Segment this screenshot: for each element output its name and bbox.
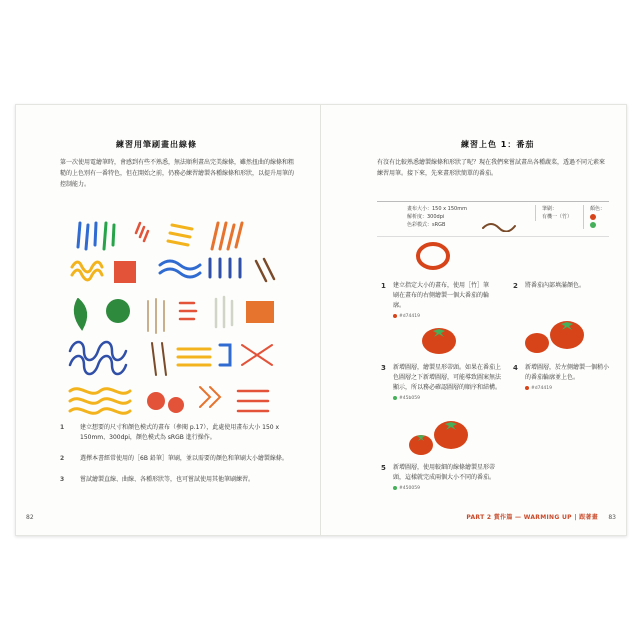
- right-step-3: [381, 363, 501, 404]
- tomato-color-swatch: [590, 214, 596, 220]
- canvas-spec-table: [377, 201, 609, 237]
- running-head: PART 2 賞作篇 — WARMING UP | 跟著畫: [466, 514, 598, 521]
- color-code: #d74419: [393, 312, 491, 322]
- step-text: 嘗試繪製直線、曲線、各種形狀等，也可嘗試使用其他筆刷練習。: [80, 476, 255, 483]
- step-text: 選擇本書經常使用的［6B 鉛筆］筆刷，並以需要的顏色和筆刷大小繪製線條。: [80, 455, 288, 462]
- right-page-title: 練習上色 1：番茄: [461, 140, 535, 149]
- step-text: 建立指定大小的畫布，使用［竹］筆刷在畫布的右側繪製一個大番茄的輪廓。: [393, 282, 490, 309]
- spec-resolution: 解析度：300dpi: [407, 214, 445, 220]
- vertical-stroke-group: [78, 223, 242, 249]
- color-code: #45b059: [393, 394, 501, 404]
- right-intro-paragraph: 有沒有比較熟悉繪製線條和形狀了呢？現在我們來嘗試畫出各種蔬菜，透過不同元素來練習用筆。接下來，先來畫形狀簡單的番茄。: [377, 159, 606, 177]
- step-number: 1: [381, 282, 386, 290]
- step-text: 新增圖層，於左側繪製一個稍小的番茄輪廓並上色。: [525, 364, 610, 381]
- spec-canvas-size: 畫布大小：150 x 150mm: [407, 206, 467, 212]
- zigzag-and-blocks: [72, 259, 274, 283]
- tomato-outline-illustration: [413, 239, 453, 273]
- spec-color-swatches: [590, 213, 609, 229]
- spec-color-label: 顏色：: [590, 206, 606, 212]
- right-page: [321, 105, 626, 535]
- left-step: [60, 475, 294, 485]
- step-text: 將番茄內部填滿顏色。: [525, 282, 586, 289]
- spec-brush-label: 筆刷：: [542, 206, 558, 212]
- step-text: 建立想要的尺寸和顏色模式的畫布（參閱 p.17），此處使用畫布大小 150 x 150mm、300dpi，顏色模式為 sRGB 進行操作。: [80, 424, 280, 441]
- step-number: 2: [513, 282, 518, 290]
- two-tomatoes-illustration-step4: [519, 313, 589, 357]
- step-number: 3: [60, 476, 65, 483]
- left-page: [16, 105, 320, 535]
- tomato-with-stem-illustration: [417, 319, 461, 357]
- page-number-right: 83: [608, 514, 616, 521]
- spec-brush-value: 有機一（竹）: [542, 214, 573, 220]
- color-code: #450059: [393, 484, 501, 494]
- book-spread: [15, 104, 627, 536]
- scribble-strokes: [70, 387, 268, 413]
- step-number: 1: [60, 424, 65, 431]
- spec-color-column: [583, 205, 609, 229]
- step-text: 新增圖層，繪製星形蒂頭。如果在番茄上色圖層之下新增圖層，可能導致圖案無法顯示，所以務必確認圖層的順序和結構。: [393, 364, 502, 391]
- right-step-4: [513, 363, 613, 394]
- spec-canvas-column: [407, 205, 467, 229]
- step-text: 新增圖層，使用較細的線條繪製星形蒂頭，這樣就完成兩個大小不同的番茄。: [393, 464, 496, 481]
- left-page-title: 練習用筆刷畫出線條: [116, 140, 197, 149]
- color-code: #d74419: [525, 384, 613, 394]
- left-step: [60, 423, 294, 443]
- leaf-and-dots: [75, 297, 274, 333]
- page-number-left: 82: [26, 514, 34, 521]
- step-number: 2: [60, 455, 65, 462]
- left-intro-paragraph: 第一次使用電繪筆時，會感到有些不熟悉，無法順利畫出完美線條，雖然扭曲的線條和粗糙的上色別有一番特色，但在開始之前，仍務必練習繪製各種線條和形狀，以提升用筆的控制能力。: [60, 159, 295, 188]
- spec-color-mode: 色彩模式：sRGB: [407, 222, 446, 228]
- stem-color-swatch: [590, 222, 596, 228]
- right-step-1: [381, 281, 491, 322]
- brush-stroke-sample: [481, 220, 517, 232]
- step-number: 4: [513, 364, 518, 372]
- left-step: [60, 454, 294, 464]
- right-step-5: [381, 463, 501, 494]
- two-tomatoes-final-illustration: [403, 411, 473, 459]
- step-number: 3: [381, 364, 386, 372]
- right-step-2: [513, 281, 613, 291]
- left-steps-list: [60, 423, 294, 496]
- loop-strokes: [70, 342, 272, 375]
- spec-brush-column: [535, 205, 572, 221]
- step-number: 5: [381, 464, 386, 472]
